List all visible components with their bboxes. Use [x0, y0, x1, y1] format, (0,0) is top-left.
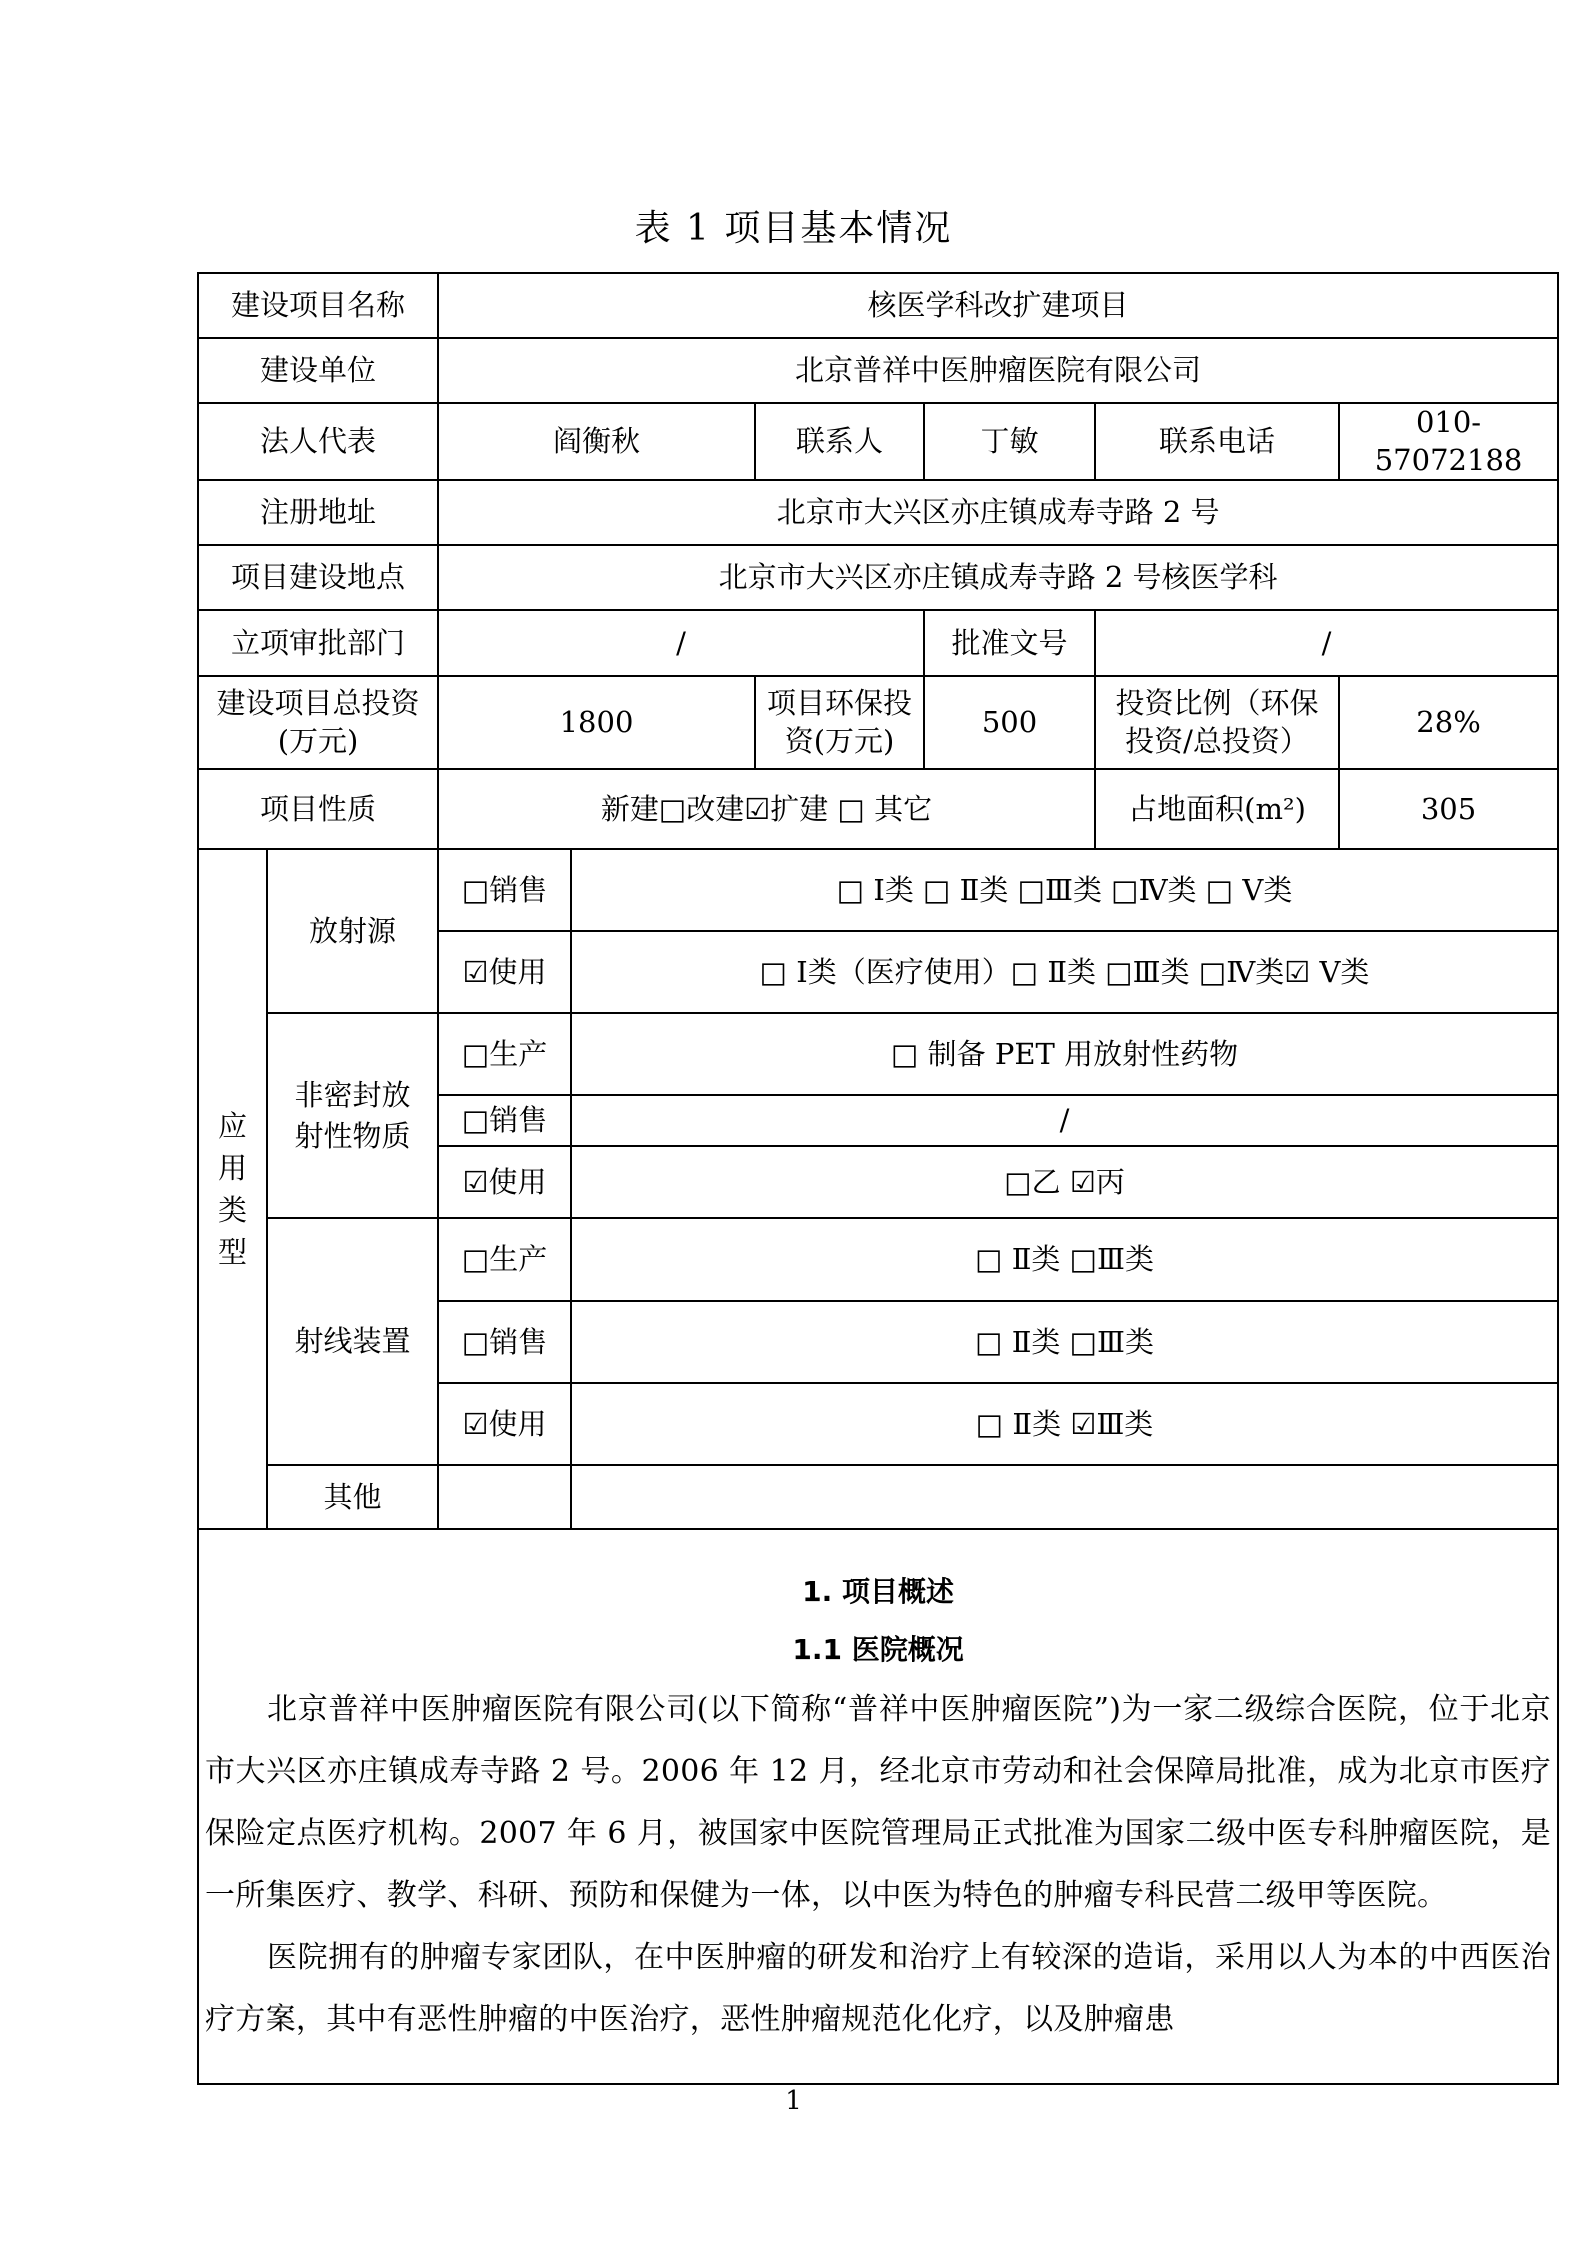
hospital-overview-subheading: 1.1 医院概况: [792, 1632, 964, 1666]
legal-rep-label: 法人代表: [198, 403, 438, 480]
unit-label: 建设单位: [198, 338, 438, 403]
ray-device-produce-classes: □ Ⅱ类 □Ⅲ类: [571, 1218, 1558, 1301]
radioactive-source-use-classes: □ Ⅰ类（医疗使用）□ Ⅱ类 □Ⅲ类 □Ⅳ类☑ Ⅴ类: [571, 931, 1558, 1013]
investment-ratio-value: 28%: [1339, 676, 1558, 769]
application-type-label: [198, 849, 267, 1529]
ray-device-use-classes: □ Ⅱ类 ☑Ⅲ类: [571, 1383, 1558, 1465]
unsealed-use-classes: □乙 ☑丙: [571, 1146, 1558, 1218]
unit-value: 北京普祥中医肿瘤医院有限公司: [438, 338, 1558, 403]
overview-section: [198, 1529, 1558, 2084]
unsealed-use-action: ☑使用: [438, 1146, 571, 1218]
phone-value: 010-57072188: [1339, 403, 1558, 480]
other-label: 其他: [267, 1465, 438, 1529]
nature-label: 项目性质: [198, 769, 438, 849]
radioactive-source-sale-classes: □ Ⅰ类 □ Ⅱ类 □Ⅲ类 □Ⅳ类 □ Ⅴ类: [571, 849, 1558, 931]
total-investment-label: 建设项目总投资(万元): [198, 676, 438, 769]
area-label: 占地面积(m²): [1095, 769, 1339, 849]
unsealed-material-label: [267, 1013, 438, 1218]
overview-paragraph-1: 北京普祥中医肿瘤医院有限公司(以下简称“普祥中医肿瘤医院”)为一家二级综合医院，位于北京市大兴区亦庄镇成寿寺路 2 号。2006 年 12 月，经北京市劳动和社会保障局批准，成为北京市医疗保险定点医疗机构。2007 年 6 月，被国家中医院管理局正式批准为国家二级中医专科肿瘤医院，是一所集医疗、教学、科研、预防和保健为一体，以中医为特色的肿瘤专科民营二级甲等医院。: [205, 1691, 1552, 1913]
contact-value: 丁敏: [924, 403, 1095, 480]
ray-device-sale-action: □销售: [438, 1301, 571, 1383]
radioactive-source-label: 放射源: [267, 849, 438, 1013]
project-name-value: 核医学科改扩建项目: [438, 273, 1558, 338]
legal-rep-value: 阎衡秋: [438, 403, 755, 480]
ray-device-use-action: ☑使用: [438, 1383, 571, 1465]
unsealed-produce-classes: □ 制备 PET 用放射性药物: [571, 1013, 1558, 1095]
unsealed-material-text: 非密封放射性物质: [294, 1078, 411, 1153]
project-info-table: [197, 272, 1559, 2085]
env-investment-value: 500: [924, 676, 1095, 769]
project-name-label: 建设项目名称: [198, 273, 438, 338]
overview-paragraph-2: 医院拥有的肿瘤专家团队，在中医肿瘤的研发和治疗上有较深的造诣，采用以人为本的中西医治疗方案，其中有恶性肿瘤的中医治疗，恶性肿瘤规范化化疗，以及肿瘤患: [205, 1939, 1552, 2037]
unsealed-produce-action: □生产: [438, 1013, 571, 1095]
area-value: 305: [1339, 769, 1558, 849]
application-type-text: 应用类型: [218, 1109, 248, 1270]
other-classes: [571, 1465, 1558, 1529]
phone-label: 联系电话: [1095, 403, 1339, 480]
investment-ratio-label: 投资比例（环保投资/总投资）: [1095, 676, 1339, 769]
overview-heading: 1. 项目概述: [802, 1574, 954, 1608]
unsealed-sale-classes: /: [571, 1095, 1558, 1146]
ray-device-sale-classes: □ Ⅱ类 □Ⅲ类: [571, 1301, 1558, 1383]
page-number: 1: [785, 2086, 802, 2116]
site-value: 北京市大兴区亦庄镇成寿寺路 2 号核医学科: [438, 545, 1558, 610]
approval-doc-value: /: [1095, 610, 1558, 676]
table-title: 表 1 项目基本情况: [634, 208, 953, 249]
radioactive-source-use-action: ☑使用: [438, 931, 571, 1013]
site-label: 项目建设地点: [198, 545, 438, 610]
approval-dept-value: /: [438, 610, 924, 676]
unsealed-sale-action: □销售: [438, 1095, 571, 1146]
ray-device-label: 射线装置: [267, 1218, 438, 1465]
reg-address-label: 注册地址: [198, 480, 438, 545]
approval-doc-label: 批准文号: [924, 610, 1095, 676]
radioactive-source-sale-action: □销售: [438, 849, 571, 931]
ray-device-produce-action: □生产: [438, 1218, 571, 1301]
reg-address-value: 北京市大兴区亦庄镇成寿寺路 2 号: [438, 480, 1558, 545]
contact-label: 联系人: [755, 403, 924, 480]
env-investment-label: 项目环保投资(万元): [755, 676, 924, 769]
approval-dept-label: 立项审批部门: [198, 610, 438, 676]
other-action: [438, 1465, 571, 1529]
total-investment-value: 1800: [438, 676, 755, 769]
nature-value: 新建□改建☑扩建 □ 其它: [438, 769, 1095, 849]
